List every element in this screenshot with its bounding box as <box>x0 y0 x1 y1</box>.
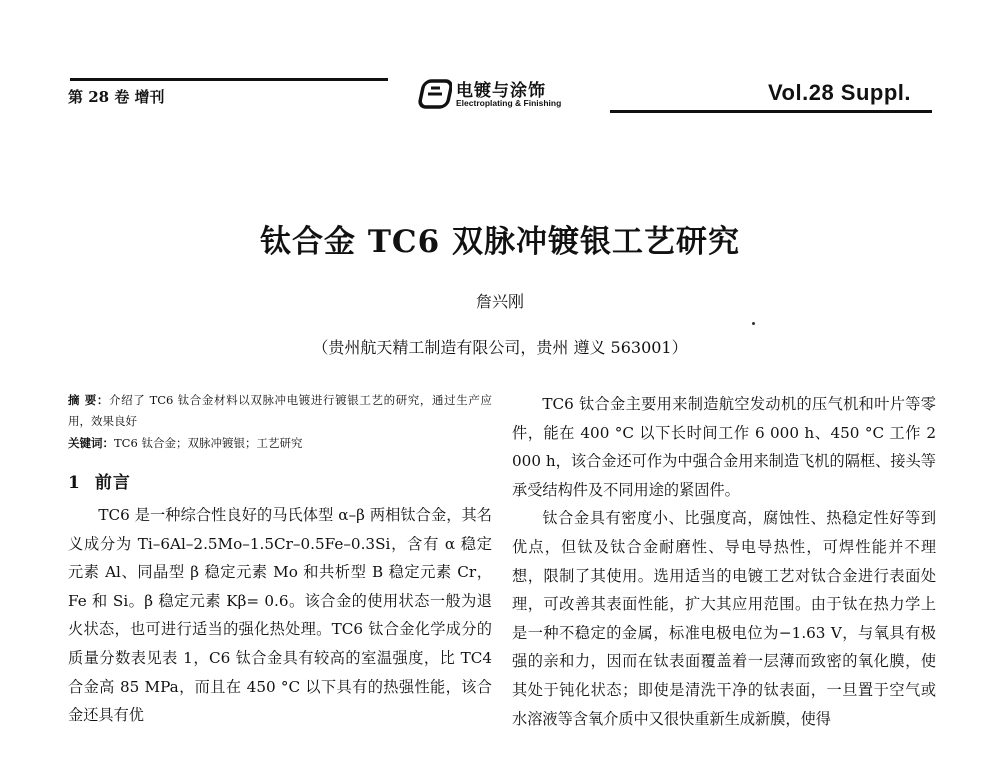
header-rule-right <box>610 110 932 113</box>
logo-mark-icon <box>418 78 452 110</box>
header-rule-left <box>70 78 388 81</box>
section-title: 前言 <box>94 473 131 493</box>
left-column <box>68 390 492 730</box>
author-affiliation: （贵州航天精工制造有限公司，贵州 遵义 563001） <box>312 338 688 357</box>
intro-paragraph: TC6 是一种综合性良好的马氏体型 α–β 两相钛合金，其名义成分为 Ti–6Al–2.5Mo–1.5Cr–0.5Fe–0.3Si，含有 α 稳定元素 Al、同晶型 β 稳定元素 Mo 和共析型 B 稳定元素 Cr，Fe 和 Si。β 稳定元素 Kβ= 0.6。该合金的使用状态一般为退火状态，也可进行适当的强化热处理。TC6 钛合金化学成分的质量分数表见表 1，C6 钛合金具有较高的室温强度，比 TC4 合金高 85 MPa，而且在 450 °C 以下具有的热强性能，该合金还具有优 <box>68 506 492 725</box>
author-name: 詹兴刚 <box>475 292 524 311</box>
logo-chinese-text: 电镀与涂饰 <box>456 81 546 101</box>
keywords-label: 关键词： <box>68 436 114 450</box>
stray-dot <box>752 322 755 325</box>
journal-volume-cn: 第 28 卷 增刊 <box>68 88 165 106</box>
section-heading <box>68 468 492 493</box>
keywords <box>68 433 492 454</box>
section-number: 1 <box>68 473 81 493</box>
paper-title: 钛合金 TC6 双脉冲镀银工艺研究 <box>260 224 740 260</box>
paragraph-applications: TC6 钛合金主要用来制造航空发动机的压气机和叶片等零件，能在 400 °C 以下长时间工作 6 000 h、450 °C 工作 2 000 h，该合金还可作为中强合金用来制造飞机的隔框、接头等承受结构件及不同用途的紧固件。 <box>512 395 936 499</box>
right-column <box>512 390 936 733</box>
journal-volume-en: Vol.28 Suppl. <box>768 80 912 105</box>
keywords-text: TC6 钛合金；双脉冲镀银；工艺研究 <box>114 436 303 450</box>
abstract-label: 摘 要： <box>68 393 109 407</box>
logo-english-text: Electroplating & Finishing <box>456 98 562 108</box>
abstract-text: 介绍了 TC6 钛合金材料以双脉冲电镀进行镀银工艺的研究，通过生产应用，效果良好 <box>68 393 492 428</box>
paragraph-properties: 钛合金具有密度小、比强度高，腐蚀性、热稳定性好等到优点，但钛及钛合金耐磨性、导电导热性，可焊性能并不理想，限制了其使用。选用适当的电镀工艺对钛合金进行表面处理，可改善其表面性能，扩大其应用范围。由于钛在热力学上是一种不稳定的金属，标准电极电位为−1.63 V，与氧具有极强的亲和力，因而在钛表面覆盖着一层薄而致密的氧化膜，使其处于钝化状态；即使是清洗干净的钛表面，一旦置于空气或水溶液等含氧介质中又很快重新生成新膜，使得 <box>512 509 936 728</box>
abstract <box>68 390 492 432</box>
journal-logo <box>418 74 593 114</box>
